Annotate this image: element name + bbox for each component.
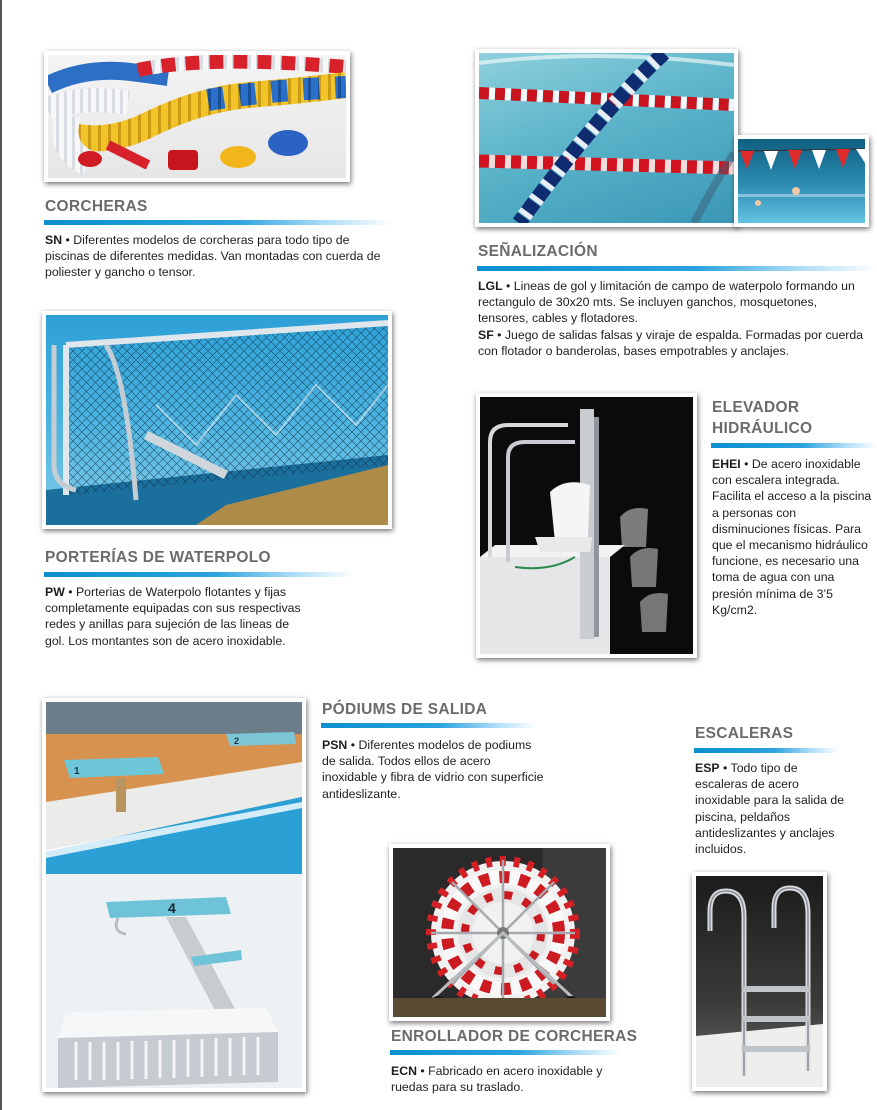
senalizacion-code-sf: SF bbox=[478, 327, 494, 342]
senalizacion-photo-main bbox=[475, 49, 738, 227]
enrollador-photo bbox=[389, 844, 610, 1021]
podiums-description: Diferentes modelos de podiums de salida. Todos ellos de acero inoxidable y fibra de vidrio con superficie antideslizante. bbox=[322, 738, 544, 801]
porterias-description: Porterias de Waterpolo flotantes y fijas completamente equipadas con sus respectivas redes y anillas para sujeción de las lineas de gol. Los montantes son de acero inoxidable. bbox=[45, 585, 301, 648]
podiums-photo bbox=[42, 698, 306, 1092]
escaleras-title: ESCALERAS bbox=[695, 725, 794, 742]
bullet: • bbox=[420, 1064, 425, 1078]
porterias-title: PORTERÍAS DE WATERPOLO bbox=[45, 549, 271, 566]
bullet: • bbox=[68, 585, 73, 599]
corcheras-code: SN bbox=[45, 233, 63, 247]
elevador-title-line1: ELEVADOR bbox=[712, 399, 800, 416]
elevador-code: EHEI bbox=[712, 457, 741, 471]
escaleras-text bbox=[695, 760, 845, 857]
senalizacion-photo-flags bbox=[734, 135, 869, 227]
porterias-text bbox=[45, 584, 307, 649]
enrollador-text bbox=[391, 1063, 621, 1095]
elevador-title-line2: HIDRÁULICO bbox=[712, 420, 813, 437]
bullet: • bbox=[744, 457, 749, 471]
enrollador-title: ENROLLADOR DE CORCHERAS bbox=[391, 1028, 638, 1045]
senalizacion-text bbox=[478, 278, 870, 359]
porterias-title-bar bbox=[44, 572, 354, 577]
escaleras-description: Todo tipo de escaleras de acero inoxidable para la salida de piscina, peldaños antideslizantes y anclajes incluidos. bbox=[695, 761, 845, 857]
corcheras-photo bbox=[44, 51, 350, 182]
elevador-title-bar bbox=[711, 443, 877, 448]
porterias-code: PW bbox=[45, 585, 65, 599]
bullet: • bbox=[506, 279, 511, 293]
page-edge-line bbox=[0, 0, 2, 1110]
senalizacion-description-sf: Juego de salidas falsas y viraje de espalda. Formadas por cuerda con flotador o banderolas, bases empotrables y anclajes. bbox=[478, 327, 864, 358]
podium-number-1: 1 bbox=[74, 766, 80, 777]
podiums-text bbox=[322, 737, 548, 802]
podium-number-2: 2 bbox=[234, 736, 240, 746]
bullet: • bbox=[723, 761, 728, 775]
escaleras-photo bbox=[692, 872, 827, 1091]
enrollador-title-bar bbox=[390, 1050, 622, 1055]
senalizacion-title: SEÑALIZACIÓN bbox=[478, 243, 598, 260]
bullet: • bbox=[497, 327, 502, 342]
elevador-description: De acero inoxidable con escalera integrada. Facilita el acceso a la piscina a personas con disminuciones físicas. Para que el mecanismo hidráulico funcione, es necesario una toma de agua con una presión mínima de 3’5 Kg/cm2. bbox=[712, 457, 872, 617]
bullet: • bbox=[65, 233, 70, 247]
senalizacion-title-bar bbox=[477, 266, 877, 271]
podiums-title-bar bbox=[321, 723, 537, 728]
porterias-photo bbox=[42, 311, 392, 529]
elevador-text bbox=[712, 456, 872, 618]
enrollador-code: ECN bbox=[391, 1064, 417, 1078]
podium-number-4: 4 bbox=[168, 900, 176, 916]
escaleras-title-bar bbox=[694, 748, 839, 753]
escaleras-code: ESP bbox=[695, 761, 720, 775]
corcheras-description: Diferentes modelos de corcheras para todo tipo de piscinas de diferentes medidas. Van montadas con cuerda de poliester y gancho o tensor. bbox=[45, 233, 381, 280]
senalizacion-code-lgl: LGL bbox=[478, 279, 503, 293]
podiums-code: PSN bbox=[322, 738, 348, 752]
corcheras-title-bar bbox=[44, 220, 392, 225]
elevador-photo bbox=[476, 393, 697, 658]
enrollador-description: Fabricado en acero inoxidable y ruedas para su traslado. bbox=[391, 1064, 603, 1095]
elevador-title bbox=[712, 397, 812, 439]
corcheras-text bbox=[45, 232, 395, 281]
bullet: • bbox=[350, 738, 356, 752]
podiums-title: PÓDIUMS DE SALIDA bbox=[322, 701, 488, 718]
corcheras-title: CORCHERAS bbox=[45, 198, 148, 215]
senalizacion-description-lgl: Lineas de gol y limitación de campo de waterpolo formando un rectangulo de 30x20 mts. Se incluyen ganchos, mosquetones, tensores, cables y flotadores. bbox=[478, 279, 855, 326]
